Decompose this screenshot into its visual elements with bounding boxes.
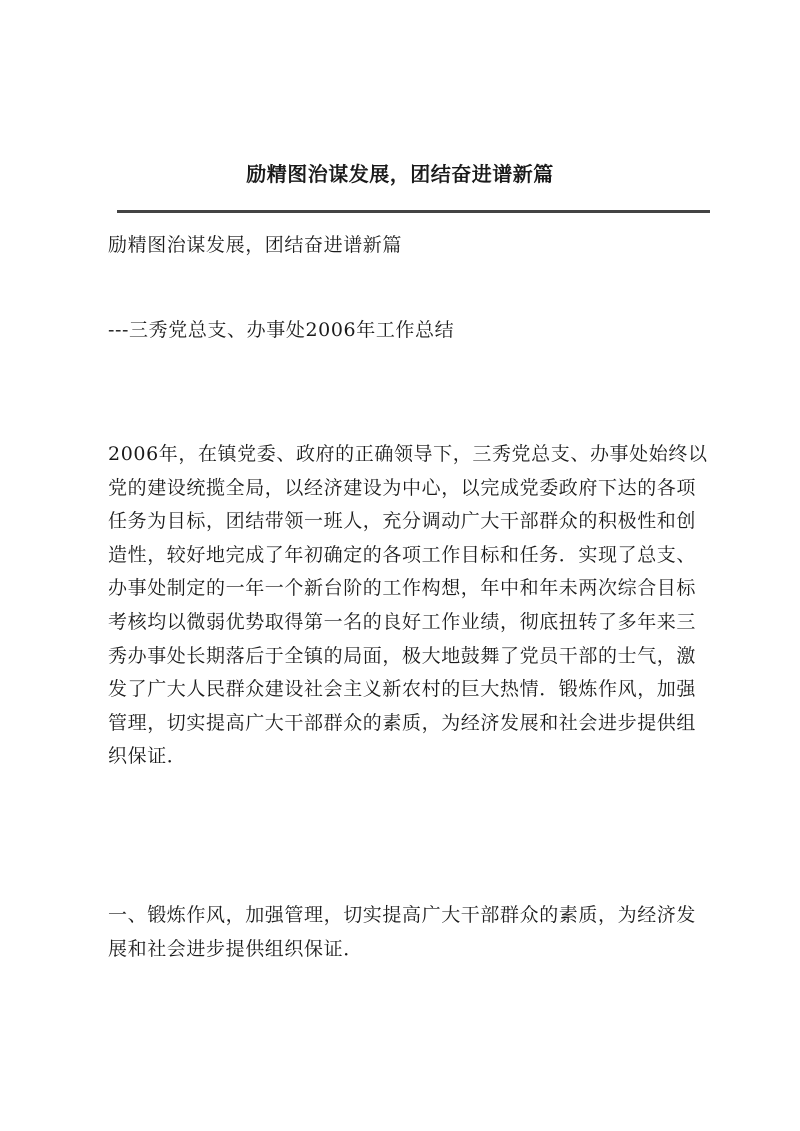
document-subtitle-report: ---三秀党总支、办事处2006年工作总结 [108, 319, 455, 341]
title-divider [117, 210, 710, 213]
document-subtitle-heading: 励精图治谋发展，团结奋进谱新篇 [108, 234, 403, 256]
document-title: 励精图治谋发展，团结奋进谱新篇 [246, 162, 554, 186]
body-paragraph-intro: 2006年，在镇党委、政府的正确领导下，三秀党总支、办事处始终以党的建设统揽全局，以经济建设为中心，以完成党委政府下达的各项任务为目标，团结带领一班人，充分调动广大干部群众的积极性和创造性，较好地完成了年初确定的各项工作目标和任务．实现了总支、办事处制定的一年一个新台阶的工作构想，年中和年未两次综合目标考核均以微弱优势取得第一名的良好工作业绩，彻底扭转了多年来三秀办事处长期落后于全镇的局面，极大地鼓舞了党员干部的士气，激发了广大人民群众建设社会主义新农村的巨大热情．锻炼作风，加强管理，切实提高广大干部群众的素质，为经济发展和社会进步提供组织保证． [108, 443, 708, 768]
body-paragraph-section-one: 一、锻炼作风，加强管理，切实提高广大干部群众的素质，为经济发展和社会进步提供组织保证． [108, 904, 697, 960]
